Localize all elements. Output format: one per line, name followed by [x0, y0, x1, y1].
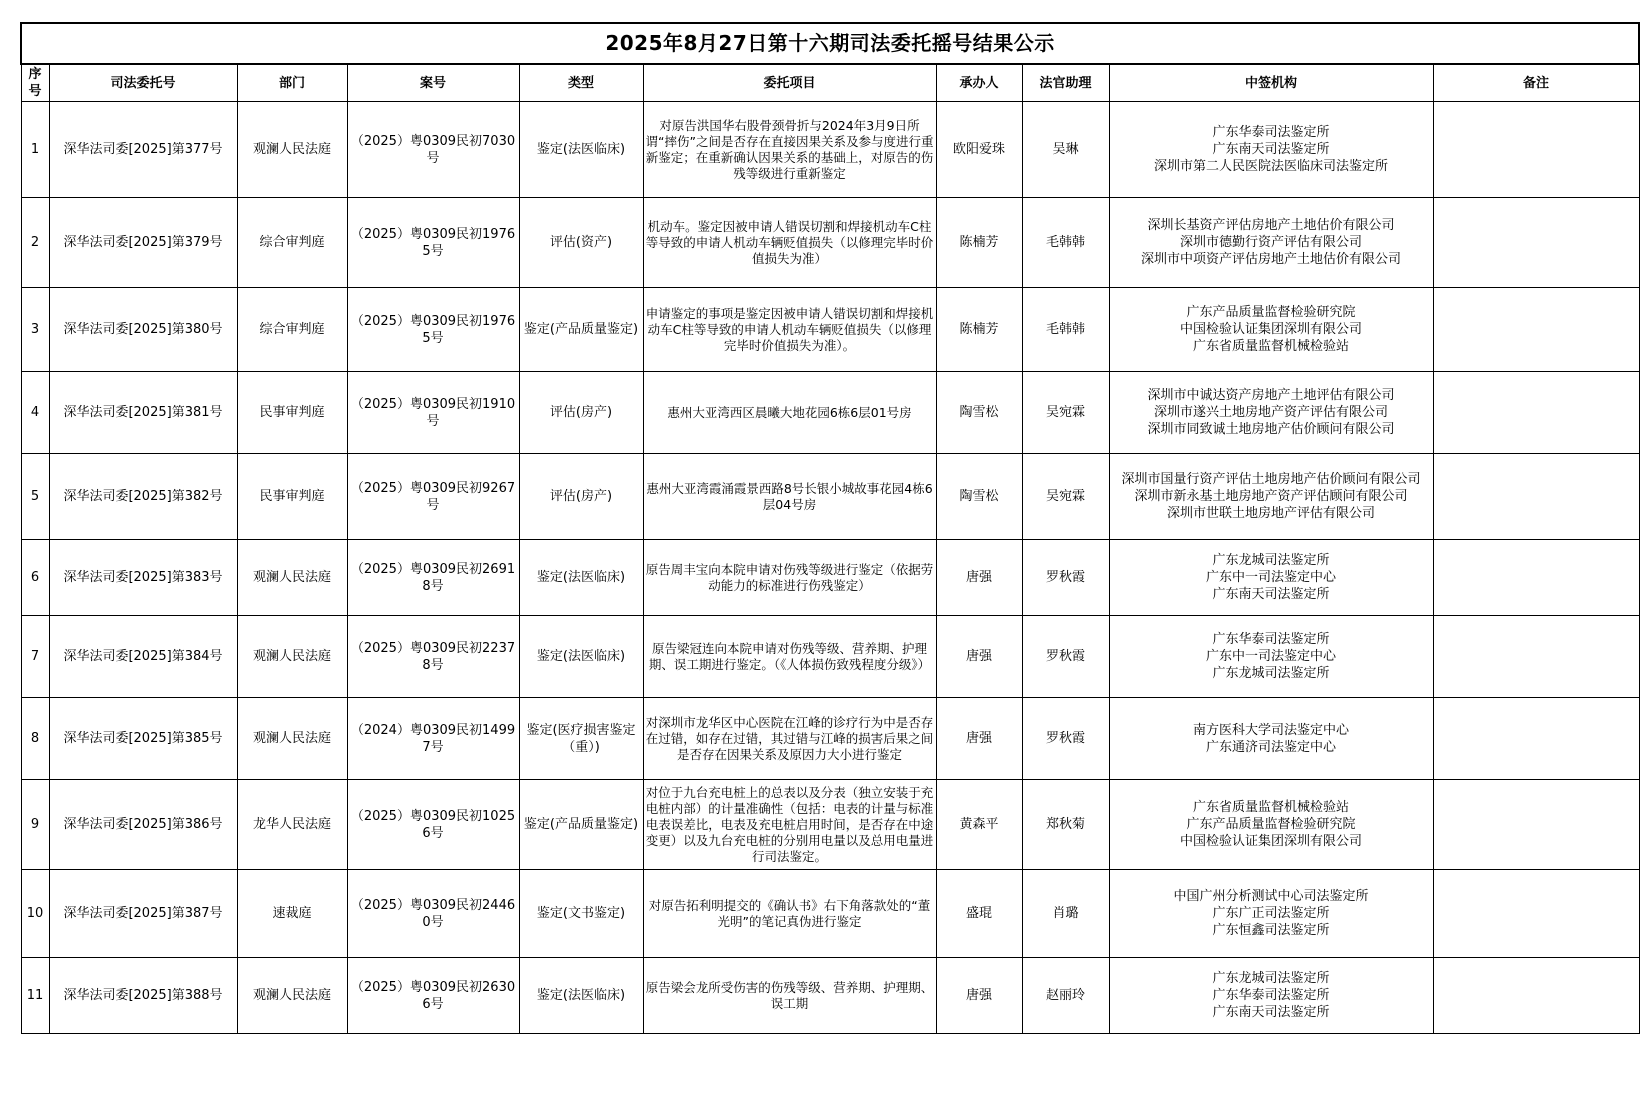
agency-name: 深圳市国量行资产评估土地房地产估价顾问有限公司 — [1121, 472, 1421, 487]
case-number: （2025）粤0309民初26918号 — [347, 540, 519, 616]
agency-name: 广东南天司法鉴定所 — [1212, 1005, 1330, 1020]
col-no-header: 序号 — [21, 64, 49, 102]
handler-name: 唐强 — [936, 540, 1022, 616]
assistant-name: 赵丽玲 — [1022, 958, 1109, 1034]
page-title: 2025年8月27日第十六期司法委托摇号结果公示 — [21, 23, 1639, 64]
row-number: 8 — [21, 698, 49, 780]
handler-name: 唐强 — [936, 616, 1022, 698]
case-number: （2025）粤0309民初1910号 — [347, 372, 519, 454]
table-row — [21, 540, 1639, 616]
agency-name: 深圳市德勤行资产评估有限公司 — [1179, 235, 1362, 250]
appraisal-type: 评估(房产) — [519, 454, 643, 540]
handler-name: 陈楠芳 — [936, 198, 1022, 288]
department: 观澜人民法庭 — [237, 698, 347, 780]
table-row — [21, 454, 1639, 540]
remark — [1433, 454, 1639, 540]
row-number: 10 — [21, 870, 49, 958]
remark — [1433, 540, 1639, 616]
department: 速裁庭 — [237, 870, 347, 958]
agency-name: 南方医科大学司法鉴定中心 — [1192, 722, 1349, 738]
assistant-name: 肖璐 — [1022, 870, 1109, 958]
entrusted-project: 对深圳市龙华区中心医院在江峰的诊疗行为中是否存在过错，如存在过错，其过错与江峰的损害后果之间是否存在因果关系及原因力大小进行鉴定 — [643, 698, 936, 780]
selected-agencies — [1109, 616, 1433, 698]
row-number: 7 — [21, 616, 49, 698]
assistant-name: 罗秋霞 — [1022, 698, 1109, 780]
entrust-number: 深华法司委[2025]第385号 — [49, 698, 237, 780]
row-number: 6 — [21, 540, 49, 616]
handler-name: 黄森平 — [936, 780, 1022, 870]
department: 观澜人民法庭 — [237, 958, 347, 1034]
remark — [1433, 780, 1639, 870]
entrust-number: 深华法司委[2025]第386号 — [49, 780, 237, 870]
table-row — [21, 870, 1639, 958]
entrusted-project: 对原告洪国华右股骨颈骨折与2024年3月9日所谓“摔伤”之间是否存在直接因果关系及参与度进行重新鉴定；在重新确认因果关系的基础上，对原告的伤残等级进行重新鉴定 — [643, 102, 936, 198]
col-agency-header: 中签机构 — [1109, 64, 1433, 102]
department: 观澜人民法庭 — [237, 102, 347, 198]
selected-agencies — [1109, 958, 1433, 1034]
row-number: 9 — [21, 780, 49, 870]
remark — [1433, 198, 1639, 288]
assistant-name: 毛韩韩 — [1022, 198, 1109, 288]
agency-name: 深圳市同致诚土地房地产估价顾问有限公司 — [1147, 422, 1395, 437]
case-number: （2025）粤0309民初26306号 — [347, 958, 519, 1034]
handler-name: 陈楠芳 — [936, 288, 1022, 372]
remark — [1433, 698, 1639, 780]
remark — [1433, 288, 1639, 372]
department: 观澜人民法庭 — [237, 540, 347, 616]
col-type-header: 类型 — [519, 64, 643, 102]
case-number: （2025）粤0309民初19765号 — [347, 288, 519, 372]
agency-name: 深圳市第二人民医院法医临床司法鉴定所 — [1153, 159, 1388, 174]
agency-name: 广东华泰司法鉴定所 — [1212, 125, 1330, 140]
header-row — [21, 64, 1639, 102]
remark — [1433, 870, 1639, 958]
row-number: 5 — [21, 454, 49, 540]
entrust-number: 深华法司委[2025]第377号 — [49, 102, 237, 198]
agency-name: 广东省质量监督机械检验站 — [1192, 800, 1349, 815]
agency-name: 广东华泰司法鉴定所 — [1212, 632, 1330, 647]
entrust-number: 深华法司委[2025]第388号 — [49, 958, 237, 1034]
agency-name: 广东通济司法鉴定中心 — [1205, 739, 1336, 755]
assistant-name: 吴宛霖 — [1022, 454, 1109, 540]
col-assistant-header: 法官助理 — [1022, 64, 1109, 102]
entrust-number: 深华法司委[2025]第380号 — [49, 288, 237, 372]
agency-name: 广东龙城司法鉴定所 — [1212, 971, 1330, 986]
handler-name: 陶雪松 — [936, 372, 1022, 454]
entrusted-project: 对位于九台充电桩上的总表以及分表（独立安装于充电桩内部）的计量准确性（包括：电表的计量与标准电表误差比，电表及充电桩启用时间，是否存在中途变更）以及九台充电桩的分别用电量以及总用电量进行司法鉴定。 — [643, 780, 936, 870]
agency-name: 深圳市新永基土地房地产资产评估顾问有限公司 — [1134, 489, 1408, 504]
entrust-number: 深华法司委[2025]第381号 — [49, 372, 237, 454]
department: 龙华人民法庭 — [237, 780, 347, 870]
entrusted-project: 对原告拓利明提交的《确认书》右下角落款处的“董光明”的笔记真伪进行鉴定 — [643, 870, 936, 958]
assistant-name: 罗秋霞 — [1022, 540, 1109, 616]
row-number: 11 — [21, 958, 49, 1034]
appraisal-type: 鉴定(法医临床) — [519, 958, 643, 1034]
department: 综合审判庭 — [237, 288, 347, 372]
appraisal-type: 鉴定(产品质量鉴定) — [519, 780, 643, 870]
entrusted-project: 机动车。鉴定因被申请人错误切割和焊接机动车C柱等导致的申请人机动车辆贬值损失（以修理完毕时价值损失为准） — [643, 198, 936, 288]
selected-agencies — [1109, 372, 1433, 454]
col-case-header: 案号 — [347, 64, 519, 102]
entrusted-project: 原告梁会龙所受伤害的伤残等级、营养期、护理期、误工期 — [643, 958, 936, 1034]
selected-agencies — [1109, 870, 1433, 958]
case-number: （2025）粤0309民初7030号 — [347, 102, 519, 198]
department: 综合审判庭 — [237, 198, 347, 288]
entrusted-project: 申请鉴定的事项是鉴定因被申请人错误切割和焊接机动车C柱等导致的申请人机动车辆贬值损失（以修理完毕时价值损失为准）。 — [643, 288, 936, 372]
agency-name: 广东龙城司法鉴定所 — [1212, 666, 1330, 681]
agency-name: 广东华泰司法鉴定所 — [1212, 988, 1330, 1003]
handler-name: 欧阳爱珠 — [936, 102, 1022, 198]
case-number: （2025）粤0309民初10256号 — [347, 780, 519, 870]
agency-name: 深圳市中诚达资产房地产土地评估有限公司 — [1147, 388, 1395, 403]
agency-name: 广东中一司法鉴定中心 — [1205, 570, 1336, 585]
department: 民事审判庭 — [237, 372, 347, 454]
entrust-number: 深华法司委[2025]第384号 — [49, 616, 237, 698]
entrust-number: 深华法司委[2025]第383号 — [49, 540, 237, 616]
appraisal-type: 鉴定(法医临床) — [519, 616, 643, 698]
agency-name: 中国检验认证集团深圳有限公司 — [1179, 834, 1362, 849]
case-number: （2025）粤0309民初22378号 — [347, 616, 519, 698]
assistant-name: 吴宛霖 — [1022, 372, 1109, 454]
entrusted-project: 惠州大亚湾霞涌霞景西路8号长银小城故事花园4栋6层04号房 — [643, 454, 936, 540]
case-number: （2025）粤0309民初19765号 — [347, 198, 519, 288]
col-handler-header: 承办人 — [936, 64, 1022, 102]
entrusted-project: 惠州大亚湾西区晨曦大地花园6栋6层01号房 — [643, 372, 936, 454]
agency-name: 广东产品质量监督检验研究院 — [1186, 305, 1356, 320]
table-row — [21, 288, 1639, 372]
appraisal-type: 评估(资产) — [519, 198, 643, 288]
col-entrust-header: 司法委托号 — [49, 64, 237, 102]
agency-name: 深圳长基资产评估房地产土地估价有限公司 — [1147, 218, 1395, 233]
case-number: （2025）粤0309民初9267号 — [347, 454, 519, 540]
row-number: 1 — [21, 102, 49, 198]
table-row — [21, 958, 1639, 1034]
table-row — [21, 198, 1639, 288]
agency-name: 广东南天司法鉴定所 — [1212, 587, 1330, 602]
assistant-name: 郑秋菊 — [1022, 780, 1109, 870]
department: 观澜人民法庭 — [237, 616, 347, 698]
case-number: （2025）粤0309民初24460号 — [347, 870, 519, 958]
table-row — [21, 780, 1639, 870]
handler-name: 唐强 — [936, 698, 1022, 780]
appraisal-type: 鉴定(法医临床) — [519, 540, 643, 616]
row-number: 2 — [21, 198, 49, 288]
selected-agencies — [1109, 454, 1433, 540]
remark — [1433, 372, 1639, 454]
col-remark-header: 备注 — [1433, 64, 1639, 102]
agency-name: 中国检验认证集团深圳有限公司 — [1179, 322, 1362, 337]
table-row — [21, 102, 1639, 198]
agency-name: 深圳市世联土地房地产评估有限公司 — [1166, 506, 1375, 521]
agency-name: 深圳市中项资产评估房地产土地估价有限公司 — [1140, 252, 1401, 267]
selected-agencies — [1109, 780, 1433, 870]
remark — [1433, 102, 1639, 198]
agency-name: 广东龙城司法鉴定所 — [1212, 553, 1330, 568]
handler-name: 唐强 — [936, 958, 1022, 1034]
row-number: 4 — [21, 372, 49, 454]
handler-name: 盛琨 — [936, 870, 1022, 958]
appraisal-type: 鉴定(文书鉴定) — [519, 870, 643, 958]
agency-name: 广东省质量监督机械检验站 — [1192, 339, 1349, 354]
table-row — [21, 372, 1639, 454]
department: 民事审判庭 — [237, 454, 347, 540]
agency-name: 广东产品质量监督检验研究院 — [1186, 817, 1356, 832]
agency-name: 广东南天司法鉴定所 — [1212, 142, 1330, 157]
handler-name: 陶雪松 — [936, 454, 1022, 540]
selected-agencies — [1109, 198, 1433, 288]
agency-name: 广东中一司法鉴定中心 — [1205, 649, 1336, 664]
row-number: 3 — [21, 288, 49, 372]
appraisal-type: 鉴定(医疗损害鉴定（重）) — [519, 698, 643, 780]
agency-name: 广东广正司法鉴定所 — [1212, 906, 1330, 921]
assistant-name: 吴琳 — [1022, 102, 1109, 198]
entrust-number: 深华法司委[2025]第382号 — [49, 454, 237, 540]
entrust-number: 深华法司委[2025]第387号 — [49, 870, 237, 958]
remark — [1433, 958, 1639, 1034]
entrusted-project: 原告周丰宝向本院申请对伤残等级进行鉴定（依据劳动能力的标准进行伤残鉴定） — [643, 540, 936, 616]
entrust-number: 深华法司委[2025]第379号 — [49, 198, 237, 288]
table-row — [21, 616, 1639, 698]
selected-agencies — [1109, 102, 1433, 198]
assistant-name: 毛韩韩 — [1022, 288, 1109, 372]
assistant-name: 罗秋霞 — [1022, 616, 1109, 698]
selected-agencies — [1109, 540, 1433, 616]
case-number: （2024）粤0309民初14997号 — [347, 698, 519, 780]
col-project-header: 委托项目 — [643, 64, 936, 102]
appraisal-type: 鉴定(产品质量鉴定) — [519, 288, 643, 372]
appraisal-type: 鉴定(法医临床) — [519, 102, 643, 198]
agency-name: 广东恒鑫司法鉴定所 — [1212, 923, 1330, 938]
result-table — [20, 22, 1640, 1034]
col-dept-header: 部门 — [237, 64, 347, 102]
selected-agencies — [1109, 288, 1433, 372]
selected-agencies — [1109, 698, 1433, 780]
entrusted-project: 原告梁冠连向本院申请对伤残等级、营养期、护理期、误工期进行鉴定。（《人体损伤致残程度分级》） — [643, 616, 936, 698]
table-row — [21, 698, 1639, 780]
agency-name: 中国广州分析测试中心司法鉴定所 — [1173, 889, 1369, 904]
remark — [1433, 616, 1639, 698]
appraisal-type: 评估(房产) — [519, 372, 643, 454]
agency-name: 深圳市遂兴土地房地产资产评估有限公司 — [1153, 405, 1388, 420]
